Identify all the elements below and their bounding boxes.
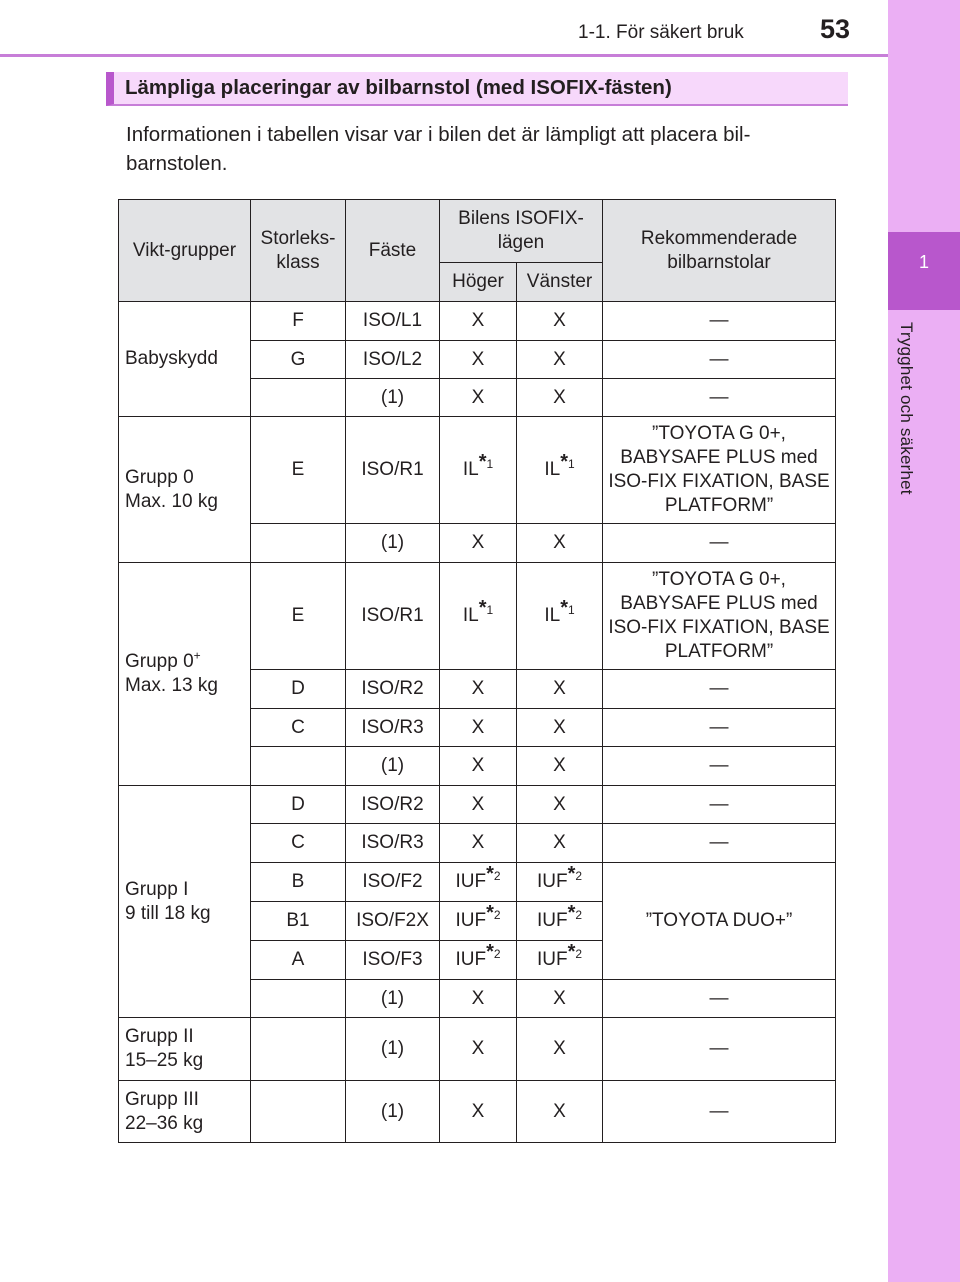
size-class: [251, 1018, 346, 1081]
size-class: [251, 980, 346, 1018]
fixture: ISO/F2X: [346, 902, 440, 941]
recommended: —: [603, 302, 836, 341]
group-name: Grupp III: [125, 1088, 199, 1110]
fixture: ISO/R1: [346, 563, 440, 670]
recommended: —: [603, 341, 836, 379]
recommended: —: [603, 670, 836, 709]
left-position: X: [517, 980, 603, 1018]
right-position: X: [440, 824, 517, 863]
left-position: X: [517, 709, 603, 747]
side-tab-label: Trygghet och säkerhet: [897, 322, 916, 495]
right-position: X: [440, 341, 517, 379]
header-right: Höger: [440, 263, 517, 302]
size-class: B: [251, 863, 346, 902]
left-position: X: [517, 524, 603, 563]
side-tab-number: 1: [918, 252, 929, 272]
left-position: IUF$^{*2}$: [517, 863, 603, 902]
group-name: Grupp II: [125, 1026, 194, 1047]
fixture: (1): [346, 524, 440, 563]
size-class: G: [251, 341, 346, 379]
left-position: X: [517, 786, 603, 824]
fixture: (1): [346, 1081, 440, 1143]
group-weight: Max. 10 kg: [125, 490, 218, 512]
fixture: (1): [346, 379, 440, 417]
header-size: Storleks-klass: [251, 200, 346, 302]
recommended: ”TOYOTA G 0+, BABYSAFE PLUS med ISO-FIX FIXATION, BASE PLATFORM”: [603, 417, 836, 524]
right-position: X: [440, 1018, 517, 1081]
fixture: (1): [346, 980, 440, 1018]
left-position: X: [517, 747, 603, 786]
group-weight: 9 till 18 kg: [125, 902, 211, 924]
recommended: —: [603, 980, 836, 1018]
recommended: —: [603, 824, 836, 863]
right-position: X: [440, 709, 517, 747]
recommended: —: [603, 747, 836, 786]
left-position: X: [517, 1018, 603, 1081]
group-name: Grupp 0: [125, 651, 194, 672]
fixture: ISO/F2: [346, 863, 440, 902]
recommended: ”TOYOTA G 0+, BABYSAFE PLUS med ISO-FIX FIXATION, BASE PLATFORM”: [603, 563, 836, 670]
table-row: [119, 417, 836, 524]
right-position: IUF$^{*2}$: [440, 941, 517, 980]
fixture: ISO/L1: [346, 302, 440, 341]
size-class: D: [251, 786, 346, 824]
right-position: X: [440, 302, 517, 341]
group-3: [119, 1081, 251, 1143]
left-position: X: [517, 1081, 603, 1143]
group-weight: 22–36 kg: [125, 1112, 204, 1134]
intro-text: Informationen i tabellen visar var i bilen det är lämpligt att placera bil-barnstolen.: [126, 123, 751, 175]
size-class: E: [251, 563, 346, 670]
header-group: Vikt-grupper: [119, 200, 251, 302]
group-weight: 15–25 kg: [125, 1050, 204, 1071]
left-position: IL$^{*1}$: [517, 417, 603, 524]
recommended: —: [603, 524, 836, 563]
size-class: E: [251, 417, 346, 524]
right-position: X: [440, 980, 517, 1018]
table-row: [119, 1081, 836, 1143]
table-row: [119, 1018, 836, 1081]
table-row: [119, 302, 836, 341]
right-position: IUF$^{*2}$: [440, 863, 517, 902]
header-isofix: Bilens ISOFIX-lägen: [440, 200, 603, 263]
group-1: [119, 786, 251, 1018]
table-row: [119, 786, 836, 824]
page-number: 53: [820, 14, 851, 44]
fixture: (1): [346, 747, 440, 786]
size-class: C: [251, 824, 346, 863]
recommended: ”TOYOTA DUO+”: [603, 863, 836, 980]
right-position: X: [440, 524, 517, 563]
fixture: ISO/R1: [346, 417, 440, 524]
recommended: —: [603, 1018, 836, 1081]
left-position: IUF$^{*2}$: [517, 941, 603, 980]
left-position: IL$^{*1}$: [517, 563, 603, 670]
fixture: ISO/R3: [346, 709, 440, 747]
section-title: Lämpliga placeringar av bilbarnstol (med ISOFIX-fästen): [106, 72, 848, 106]
left-position: X: [517, 379, 603, 417]
group-weight: Max. 13 kg: [125, 675, 218, 696]
size-class: F: [251, 302, 346, 341]
table-row: [119, 563, 836, 670]
header-recommended: Rekommenderade bilbarnstolar: [603, 200, 836, 302]
recommended: —: [603, 379, 836, 417]
size-class: D: [251, 670, 346, 709]
right-position: X: [440, 786, 517, 824]
header-fixture: Fäste: [346, 200, 440, 302]
left-position: IUF$^{*2}$: [517, 902, 603, 941]
fixture: (1): [346, 1018, 440, 1081]
side-tab: [888, 0, 960, 1282]
size-class: B1: [251, 902, 346, 941]
size-class: [251, 747, 346, 786]
group-name: Grupp I: [125, 878, 189, 900]
group-name: Grupp 0: [125, 466, 194, 488]
group-baby: Babyskydd: [119, 302, 251, 417]
right-position: IUF$^{*2}$: [440, 902, 517, 941]
size-class: A: [251, 941, 346, 980]
size-class: [251, 524, 346, 563]
size-class: C: [251, 709, 346, 747]
isofix-table: [118, 199, 836, 1143]
group-0: [119, 417, 251, 563]
size-class: [251, 1081, 346, 1143]
fixture: ISO/L2: [346, 341, 440, 379]
section-path: 1-1. För säkert bruk: [578, 22, 744, 43]
left-position: X: [517, 670, 603, 709]
fixture: ISO/R2: [346, 670, 440, 709]
right-position: X: [440, 670, 517, 709]
header-rule: [0, 54, 888, 57]
recommended: —: [603, 1081, 836, 1143]
header-left: Vänster: [517, 263, 603, 302]
fixture: ISO/R3: [346, 824, 440, 863]
group-0-plus: Grupp 0+ Max. 13 kg: [119, 563, 251, 786]
recommended: —: [603, 709, 836, 747]
fixture: ISO/R2: [346, 786, 440, 824]
size-class: [251, 379, 346, 417]
right-position: IL$^{*1}$: [440, 417, 517, 524]
group-2: [119, 1018, 251, 1081]
right-position: IL$^{*1}$: [440, 563, 517, 670]
fixture: ISO/F3: [346, 941, 440, 980]
right-position: X: [440, 1081, 517, 1143]
left-position: X: [517, 302, 603, 341]
recommended: —: [603, 786, 836, 824]
right-position: X: [440, 747, 517, 786]
right-position: X: [440, 379, 517, 417]
left-position: X: [517, 824, 603, 863]
left-position: X: [517, 341, 603, 379]
